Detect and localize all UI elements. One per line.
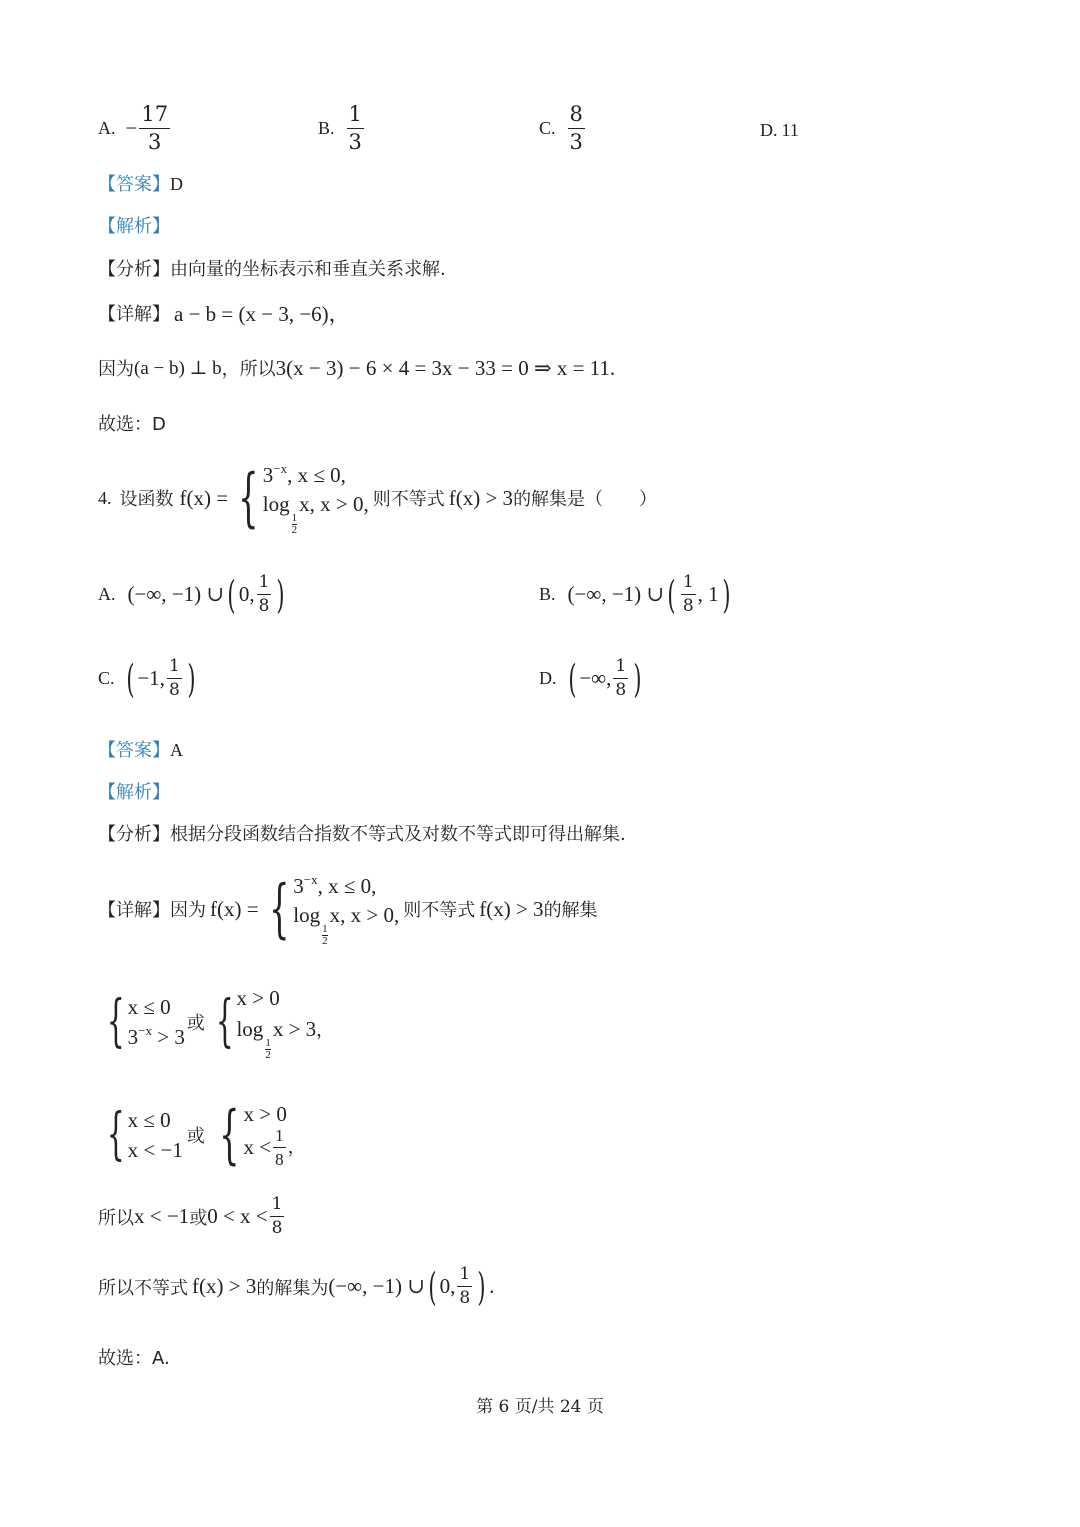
log-base-den: 2 xyxy=(291,523,298,536)
q3-analysis-tag xyxy=(98,212,170,238)
option-label: B. xyxy=(318,118,335,138)
numerator: 1 xyxy=(681,574,696,595)
stem-mid: 则不等式 xyxy=(372,489,445,510)
q4-analysis-tag xyxy=(98,778,170,804)
because-condition: (a − b) ⊥ b xyxy=(134,357,222,379)
detail-suffix: 的解集 xyxy=(543,900,598,921)
denominator: 8 xyxy=(168,680,180,700)
close-paren: ) xyxy=(633,656,642,701)
open-paren: ( xyxy=(227,572,236,617)
denominator: 3 xyxy=(148,130,162,154)
q4-fenxi xyxy=(98,820,626,846)
answer-value: D xyxy=(170,174,183,194)
inequality: f(x) > 3 xyxy=(479,896,544,921)
detail-tag: 【详解】 xyxy=(98,304,170,325)
q4-answer xyxy=(98,736,183,762)
piecewise-brace: { xyxy=(238,461,259,535)
q3-option-c xyxy=(539,104,587,153)
option-inner: −∞, xyxy=(579,666,612,690)
stem-mid: 则不等式 xyxy=(403,900,476,921)
option-fraction xyxy=(568,104,585,153)
answer-tag: 【答案】 xyxy=(98,174,170,195)
option-fraction xyxy=(347,104,364,153)
option-pre: (−∞, −1) ∪ xyxy=(567,582,665,606)
system-a-line1: x ≤ 0 xyxy=(127,1107,171,1132)
or-label: 或 xyxy=(186,1126,205,1147)
stem-suffix: 的解集是（ ） xyxy=(513,489,658,510)
close-paren: ) xyxy=(722,572,731,617)
because-equation: 3(x − 3) − 6 × 4 = 3x − 33 = 0 ⇒ x = 11. xyxy=(275,355,616,380)
q3-fenxi xyxy=(98,255,446,281)
numerator: 1 xyxy=(457,1266,472,1287)
open-paren: ( xyxy=(567,656,576,701)
or-label: 或 xyxy=(186,1013,205,1034)
piecewise-brace: { xyxy=(268,872,290,946)
denominator: 8 xyxy=(275,1150,284,1170)
case-2-condition: x, x > 0, xyxy=(329,902,400,927)
q4-option-a xyxy=(98,574,288,615)
option-fraction xyxy=(139,104,170,153)
conclusion-1 xyxy=(98,1196,286,1237)
piecewise-cases xyxy=(263,460,369,535)
rest: > 3 xyxy=(151,1025,185,1049)
option-inner: −1, xyxy=(137,666,165,690)
log-base xyxy=(265,1038,271,1061)
end-punct: ， xyxy=(287,1136,306,1158)
numerator: 17 xyxy=(139,104,170,129)
option-fraction xyxy=(257,574,272,615)
fenxi-tag: 【分析】 xyxy=(98,824,170,845)
case-1-condition: , x ≤ 0, xyxy=(317,874,377,899)
because-prefix: 因为 xyxy=(98,359,134,380)
case-1-exponent: −x xyxy=(303,872,318,888)
option-fraction xyxy=(167,658,182,699)
system-brace: { xyxy=(106,1102,125,1167)
so-prefix: 所以不等式 xyxy=(98,1277,188,1299)
system-a-line2: x < −1 xyxy=(127,1138,183,1162)
fenxi-text: 根据分段函数结合指数不等式及对数不等式即可得出解集. xyxy=(170,824,626,845)
case-1-exponent: −x xyxy=(273,461,288,477)
option-label: D. xyxy=(539,668,557,688)
open-paren: ( xyxy=(428,1264,437,1309)
fenxi-tag: 【分析】 xyxy=(98,259,170,280)
analysis-tag: 【解析】 xyxy=(98,216,170,237)
function-lhs: f(x) = xyxy=(179,485,229,510)
q4-stem xyxy=(98,455,657,541)
log-base-num: 1 xyxy=(265,1036,271,1049)
denominator: 8 xyxy=(615,680,627,700)
case-2 xyxy=(293,901,399,947)
q4-detail xyxy=(98,866,598,952)
or-label: 或 xyxy=(189,1207,208,1229)
denominator: 3 xyxy=(569,130,583,154)
denominator: 8 xyxy=(271,1218,283,1238)
end-punct: ， xyxy=(316,1019,335,1041)
numerator: 1 xyxy=(270,1196,285,1217)
close-paren: ) xyxy=(477,1264,486,1309)
detail-tag: 【详解】 xyxy=(98,900,170,921)
stem-prefix: 设函数 xyxy=(119,489,174,510)
system-a xyxy=(128,1105,183,1166)
inequality: f(x) > 3 xyxy=(192,1274,257,1298)
system-b-line2 xyxy=(236,1014,334,1061)
function-lhs: f(x) = xyxy=(210,896,259,921)
rest: x > 3 xyxy=(272,1016,317,1041)
q4-option-b xyxy=(539,574,734,615)
fraction xyxy=(270,1196,285,1237)
option-value: 11 xyxy=(781,120,799,140)
q3-option-b xyxy=(318,104,366,153)
page-footer: 第 6 页/共 24 页 xyxy=(476,1397,604,1417)
denominator: 8 xyxy=(459,1288,471,1308)
q3-detail xyxy=(98,298,350,328)
fraction xyxy=(457,1266,472,1307)
question-number: 4. xyxy=(98,487,112,508)
q3-choice: 故选：D xyxy=(98,414,166,435)
option-label: A. xyxy=(98,118,116,138)
case-1 xyxy=(293,871,399,900)
q3-answer xyxy=(98,170,183,196)
numerator: 8 xyxy=(568,104,585,129)
q3-option-d xyxy=(760,120,799,141)
option-fraction xyxy=(681,574,696,615)
case-1-condition: , x ≤ 0, xyxy=(287,463,346,488)
denominator: 8 xyxy=(682,596,694,616)
expr-1: x < −1 xyxy=(134,1204,190,1228)
system-brace: { xyxy=(219,1098,240,1172)
conclusion-2 xyxy=(98,1266,494,1307)
system-1 xyxy=(98,982,334,1062)
system-b-line2 xyxy=(244,1127,306,1168)
system-b-line1: x > 0 xyxy=(236,986,280,1011)
option-label: B. xyxy=(539,584,556,604)
interval: (−∞, −1) ∪ xyxy=(328,1274,425,1298)
log-base-den: 2 xyxy=(265,1048,271,1061)
analysis-tag: 【解析】 xyxy=(98,782,170,803)
case-1-base: 3 xyxy=(262,463,274,488)
system-brace: { xyxy=(215,989,234,1054)
lhs: x < xyxy=(243,1135,272,1159)
option-fraction xyxy=(613,658,628,699)
system-a-line2 xyxy=(128,1022,185,1052)
numerator: 1 xyxy=(167,658,182,679)
log-base-num: 1 xyxy=(291,511,298,524)
numerator: 1 xyxy=(273,1127,286,1148)
option-post: , 1 xyxy=(697,582,719,606)
so-mid: 的解集为 xyxy=(256,1277,329,1299)
numerator: 1 xyxy=(257,574,272,595)
log: log xyxy=(236,1016,264,1041)
denominator: 8 xyxy=(258,596,270,616)
denominator: 3 xyxy=(348,130,362,154)
option-label: A. xyxy=(98,584,116,604)
system-a-line1: x ≤ 0 xyxy=(127,994,171,1019)
exponent: −x xyxy=(138,1023,152,1038)
system-b xyxy=(236,983,334,1060)
q4-option-c xyxy=(98,658,199,699)
system-a xyxy=(128,992,185,1053)
q3-because xyxy=(98,355,615,381)
numerator: 1 xyxy=(347,104,364,129)
close-paren: ) xyxy=(276,572,285,617)
log-base-num: 1 xyxy=(322,922,328,935)
system-b-line1: x > 0 xyxy=(243,1101,287,1126)
interval-inner: 0, xyxy=(439,1274,456,1298)
end-punct: . xyxy=(489,1274,495,1298)
piecewise-cases xyxy=(293,871,399,946)
answer-value: A xyxy=(170,740,183,760)
system-2 xyxy=(98,1092,306,1178)
detail-prefix: 因为 xyxy=(170,900,206,921)
expr-2: 0 < x < xyxy=(207,1204,268,1228)
answer-tag: 【答案】 xyxy=(98,740,170,761)
case-1 xyxy=(263,460,369,489)
option-pre: (−∞, −1) ∪ xyxy=(127,582,224,606)
open-paren: ( xyxy=(125,656,135,701)
fenxi-text: 由向量的坐标表示和垂直关系求解. xyxy=(170,259,446,280)
numerator: 1 xyxy=(613,658,628,679)
fraction xyxy=(273,1127,286,1168)
inequality: f(x) > 3 xyxy=(448,485,514,510)
option-inner: 0, xyxy=(238,582,255,606)
case-2 xyxy=(263,490,369,536)
system-brace: { xyxy=(106,989,125,1054)
option-label: C. xyxy=(98,668,115,688)
q4-option-d xyxy=(539,658,645,699)
open-paren: ( xyxy=(667,572,676,617)
option-label: D. xyxy=(760,120,778,140)
q4-choice: 故选：A. xyxy=(98,1348,170,1369)
detail-equation: a − b = (x − 3, −6)， xyxy=(174,302,350,326)
close-paren: ) xyxy=(187,656,196,701)
case-2-condition: x, x > 0, xyxy=(299,491,369,516)
option-label: C. xyxy=(539,118,556,138)
base: 3 xyxy=(127,1025,139,1049)
case-2-log: log xyxy=(262,491,290,516)
case-1-base: 3 xyxy=(293,874,304,899)
log-base xyxy=(292,513,298,536)
case-2-log: log xyxy=(293,902,321,927)
so-label: ，所以 xyxy=(221,359,276,380)
log-base xyxy=(322,924,328,947)
system-b xyxy=(244,1102,306,1168)
log-base-den: 2 xyxy=(322,934,328,947)
so-prefix: 所以 xyxy=(98,1207,134,1229)
q3-option-a xyxy=(98,104,172,153)
option-sign: − xyxy=(125,116,138,140)
